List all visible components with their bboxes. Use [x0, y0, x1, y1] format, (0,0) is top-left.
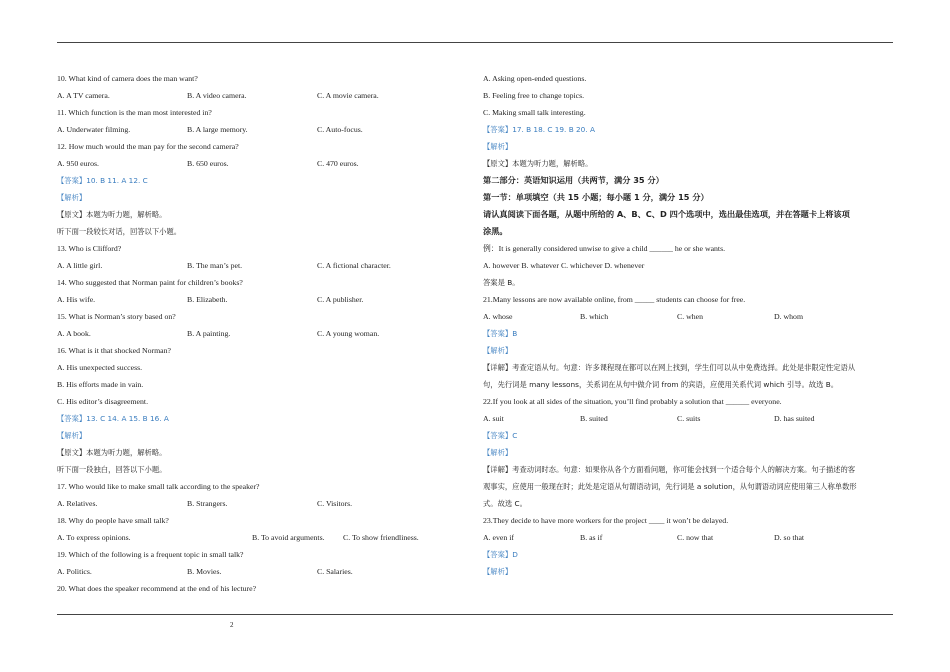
question-16-option-b: B. His efforts made in vain.: [57, 380, 144, 389]
option-b: B. 650 euros.: [187, 159, 229, 168]
original-text-note: 【原文】本题为听力题，解析略。: [483, 159, 593, 168]
option-c: C. now that: [677, 533, 714, 542]
answer-value: 10. B 11. A 12. C: [86, 176, 148, 185]
option-b: B. Elizabeth.: [187, 295, 228, 304]
option-c: C. Auto-focus.: [317, 125, 363, 134]
question-15-options: [57, 325, 457, 342]
answer-line: [483, 325, 898, 342]
option-a: A. Relatives.: [57, 499, 98, 508]
answer-label: 【答案】: [483, 329, 513, 338]
option-c: C. A young woman.: [317, 329, 380, 338]
question-12: 12. How much would the man pay for the second camera?: [57, 142, 239, 151]
answer-value: D: [512, 550, 518, 559]
question-20: 20. What does the speaker recommend at the end of his lecture?: [57, 584, 257, 593]
option-b: B. To avoid arguments.: [252, 533, 325, 542]
question-20-option-c: C. Making small talk interesting.: [483, 108, 586, 117]
section-heading: 第一节：单项填空（共 15 小题；每小题 1 分，满分 15 分）: [483, 192, 709, 202]
question-10-options: [57, 87, 457, 104]
option-a: A. even if: [483, 533, 514, 542]
question-14-options: [57, 291, 457, 308]
option-d: D. has suited: [774, 414, 815, 423]
question-20-option-a: A. Asking open-ended questions.: [483, 74, 587, 83]
option-b: B. which: [580, 312, 609, 321]
instructions-line-2: 涂黑。: [483, 226, 508, 236]
option-b: B. Movies.: [187, 567, 222, 576]
option-b: B. Strangers.: [187, 499, 228, 508]
answer-label: 【答案】: [483, 431, 513, 440]
answer-line: [483, 121, 898, 138]
question-18: 18. Why do people have small talk?: [57, 516, 169, 525]
question-22: 22.If you look at all sides of the situation, you’ll find probably a solution that ______ everyone.: [483, 397, 782, 406]
question-22-options: [483, 410, 898, 427]
analysis-label: 【解析】: [57, 193, 87, 202]
option-b: B. A large memory.: [187, 125, 248, 134]
option-a: A. Underwater filming.: [57, 125, 131, 134]
option-a: A. A little girl.: [57, 261, 103, 270]
question-20-option-b: B. Feeling free to change topics.: [483, 91, 585, 100]
option-a: A. A TV camera.: [57, 91, 110, 100]
answer-line: [483, 546, 898, 563]
part-heading: 第二部分：英语知识运用（共两节，满分 35 分）: [483, 175, 664, 185]
option-a: A. 950 euros.: [57, 159, 100, 168]
question-17: 17. Who would like to make small talk according to the speaker?: [57, 482, 260, 491]
instructions-line-1: 请认真阅读下面各题，从题中所给的 A、B、C、D 四个选项中，选出最佳选项，并在答题卡上将该项: [483, 209, 850, 219]
option-b: B. A video camera.: [187, 91, 247, 100]
question-16: 16. What is it that shocked Norman?: [57, 346, 171, 355]
question-12-options: [57, 155, 457, 172]
analysis-label: 【解析】: [483, 448, 513, 457]
option-b: B. The man’s pet.: [187, 261, 243, 270]
explanation-line: 式。故选 C。: [483, 499, 527, 508]
answer-value: B: [512, 329, 518, 338]
question-14: 14. Who suggested that Norman paint for children’s books?: [57, 278, 243, 287]
answer-label: 【答案】: [57, 414, 87, 423]
explanation-line: 【详解】考查动词时态。句意：如果你从各个方面看问题，你可能会找到一个适合每个人的解决方案。句子描述的客: [483, 465, 856, 474]
option-c: C. Visitors.: [317, 499, 353, 508]
listening-intro: 听下面一段独白，回答以下小题。: [57, 465, 167, 474]
analysis-label: 【解析】: [483, 142, 513, 151]
option-a: A. His wife.: [57, 295, 96, 304]
question-13-options: [57, 257, 457, 274]
option-a: A. To express opinions.: [57, 533, 131, 542]
option-b: B. A painting.: [187, 329, 231, 338]
question-19: 19. Which of the following is a frequent topic in small talk?: [57, 550, 244, 559]
question-16-option-a: A. His unexpected success.: [57, 363, 143, 372]
answer-label: 【答案】: [483, 550, 513, 559]
option-d: D. whom: [774, 312, 804, 321]
example-answer: 答案是 B。: [483, 278, 520, 287]
example-question: 例：It is generally considered unwise to give a child ______ he or she wants.: [483, 244, 726, 253]
top-rule: [57, 42, 893, 43]
option-a: A. A book.: [57, 329, 91, 338]
option-c: C. A publisher.: [317, 295, 364, 304]
option-d: D. so that: [774, 533, 805, 542]
question-19-options: [57, 563, 457, 580]
listening-intro: 听下面一段较长对话，回答以下小题。: [57, 227, 182, 236]
analysis-label: 【解析】: [483, 567, 513, 576]
option-c: C. A fictional character.: [317, 261, 391, 270]
option-c: C. 470 euros.: [317, 159, 359, 168]
answer-line: [483, 427, 898, 444]
answer-label: 【答案】: [483, 125, 513, 134]
left-column: [57, 70, 457, 597]
answer-value: 17. B 18. C 19. B 20. A: [512, 125, 595, 134]
question-10: 10. What kind of camera does the man want?: [57, 74, 198, 83]
example-options: A. however B. whatever C. whichever D. whenever: [483, 261, 645, 270]
right-column: [483, 70, 898, 580]
explanation-line: 句，先行词是 many lessons，关系词在从句中做介词 from 的宾语，应使用关系代词 which 引导。故选 B。: [483, 380, 839, 389]
question-15: 15. What is Norman’s story based on?: [57, 312, 176, 321]
question-21: 21.Many lessons are now available online, from _____ students can choose for free.: [483, 295, 746, 304]
question-16-option-c: C. His editor’s disagreement.: [57, 397, 149, 406]
question-23: 23.They decide to have more workers for the project ____ it won’t be delayed.: [483, 516, 729, 525]
answer-value: 13. C 14. A 15. B 16. A: [86, 414, 169, 423]
original-text-note: 【原文】本题为听力题，解析略。: [57, 448, 167, 457]
option-a: A. suit: [483, 414, 504, 423]
question-21-options: [483, 308, 898, 325]
question-23-options: [483, 529, 898, 546]
explanation-line: 【详解】考查定语从句。句意：许多课程现在都可以在网上找到，学生们可以从中免费选择。此处是非限定性定语从: [483, 363, 856, 372]
option-b: B. suited: [580, 414, 608, 423]
answer-line: [57, 410, 457, 427]
analysis-label: 【解析】: [483, 346, 513, 355]
original-text-note: 【原文】本题为听力题，解析略。: [57, 210, 167, 219]
option-b: B. as if: [580, 533, 603, 542]
option-c: C. suits: [677, 414, 701, 423]
answer-line: [57, 172, 457, 189]
answer-value: C: [512, 431, 518, 440]
question-13: 13. Who is Clifford?: [57, 244, 122, 253]
option-a: A. whose: [483, 312, 513, 321]
option-c: C. Salaries.: [317, 567, 353, 576]
question-17-options: [57, 495, 457, 512]
question-11-options: [57, 121, 457, 138]
option-c: C. To show friendliness.: [343, 533, 419, 542]
answer-label: 【答案】: [57, 176, 87, 185]
option-a: A. Politics.: [57, 567, 92, 576]
page-number: 2: [230, 621, 234, 629]
bottom-rule: [57, 614, 893, 615]
analysis-label: 【解析】: [57, 431, 87, 440]
explanation-line: 观事实，应使用一般现在时；此处是定语从句谓语动词，先行词是 a solution，从句谓语动词应使用第三人称单数形: [483, 482, 857, 491]
option-c: C. A movie camera.: [317, 91, 379, 100]
question-11: 11. Which function is the man most interested in?: [57, 108, 212, 117]
question-18-options: [57, 529, 457, 546]
option-c: C. when: [677, 312, 703, 321]
